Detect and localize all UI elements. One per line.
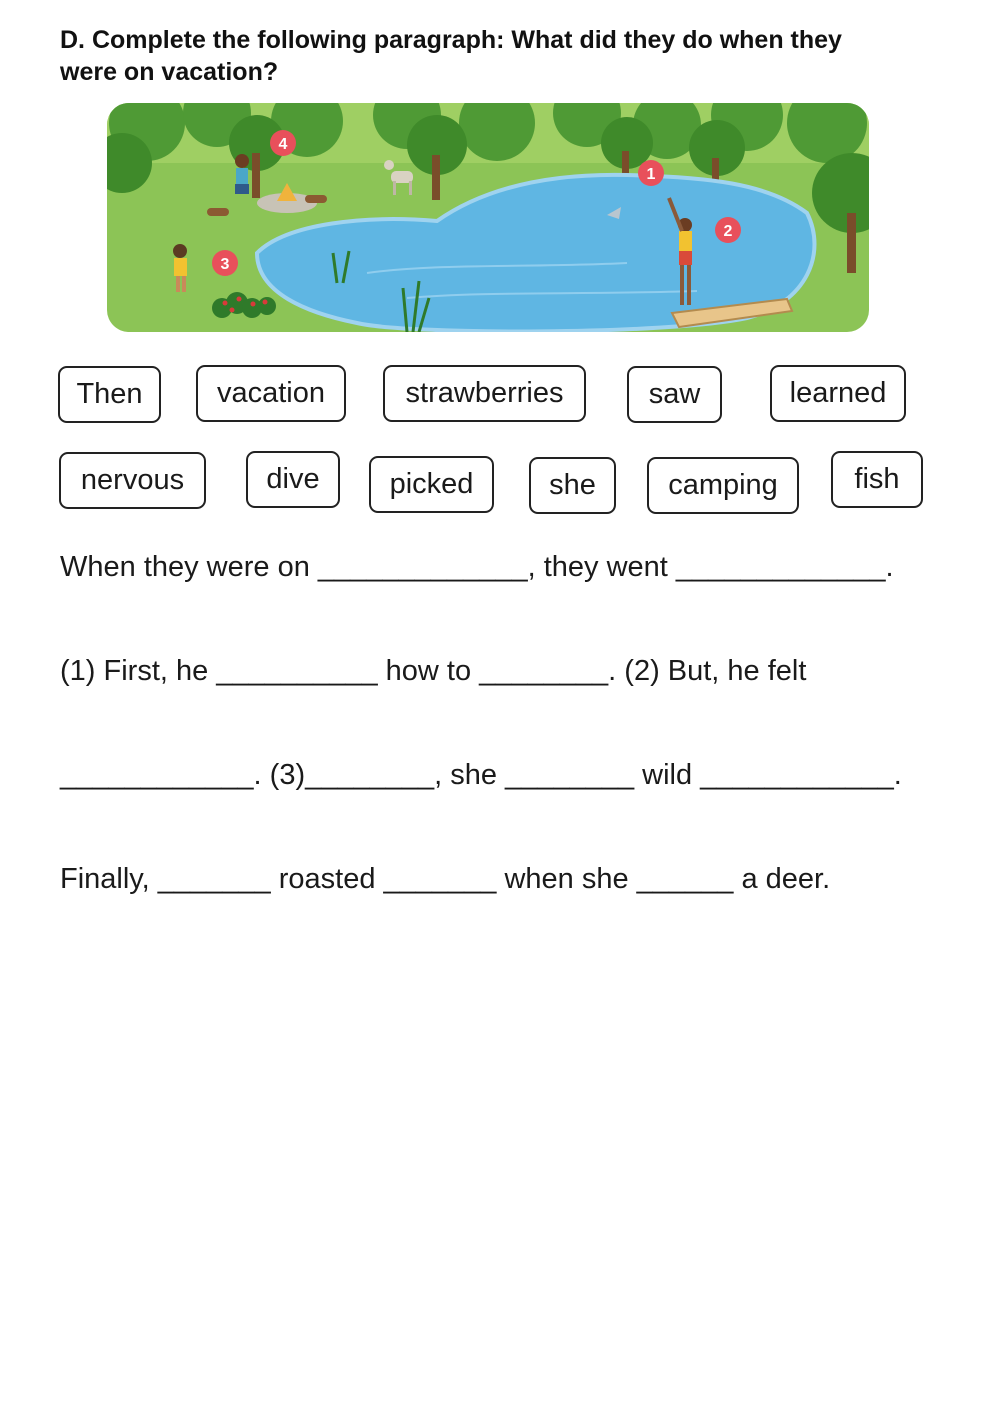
- title-line-1: D. Complete the following paragraph: What did they do when they: [60, 26, 842, 54]
- activity-title: [60, 24, 940, 88]
- title-line-2: were on vacation?: [60, 58, 279, 86]
- word-chip-camping[interactable]: camping: [647, 457, 799, 514]
- word-chip-vacation[interactable]: vacation: [196, 365, 346, 422]
- word-chip-dive[interactable]: dive: [246, 451, 340, 508]
- marker-4-label: 4: [278, 136, 288, 153]
- paragraph-line-3: ____________. (3)________, she ________ wild ____________.: [60, 759, 902, 791]
- paragraph-line-4: Finally, _______ roasted _______ when she ______ a deer.: [60, 863, 831, 895]
- marker-2-label: 2: [723, 223, 733, 240]
- marker-1-label: 1: [646, 166, 656, 183]
- word-chip-fish[interactable]: fish: [831, 451, 923, 508]
- vacation-scene-illustration: [107, 103, 869, 332]
- word-chip-saw[interactable]: saw: [627, 366, 722, 423]
- word-chip-she[interactable]: she: [529, 457, 616, 514]
- paragraph-line-2: (1) First, he __________ how to ________. (2) But, he felt: [60, 655, 807, 687]
- word-chip-then[interactable]: Then: [58, 366, 161, 423]
- word-chip-nervous[interactable]: nervous: [59, 452, 206, 509]
- paragraph-line-1: When they were on _____________, they went _____________.: [60, 551, 894, 583]
- word-chip-strawberries[interactable]: strawberries: [383, 365, 586, 422]
- word-chip-picked[interactable]: picked: [369, 456, 494, 513]
- marker-3-label: 3: [220, 256, 230, 273]
- word-chip-learned[interactable]: learned: [770, 365, 906, 422]
